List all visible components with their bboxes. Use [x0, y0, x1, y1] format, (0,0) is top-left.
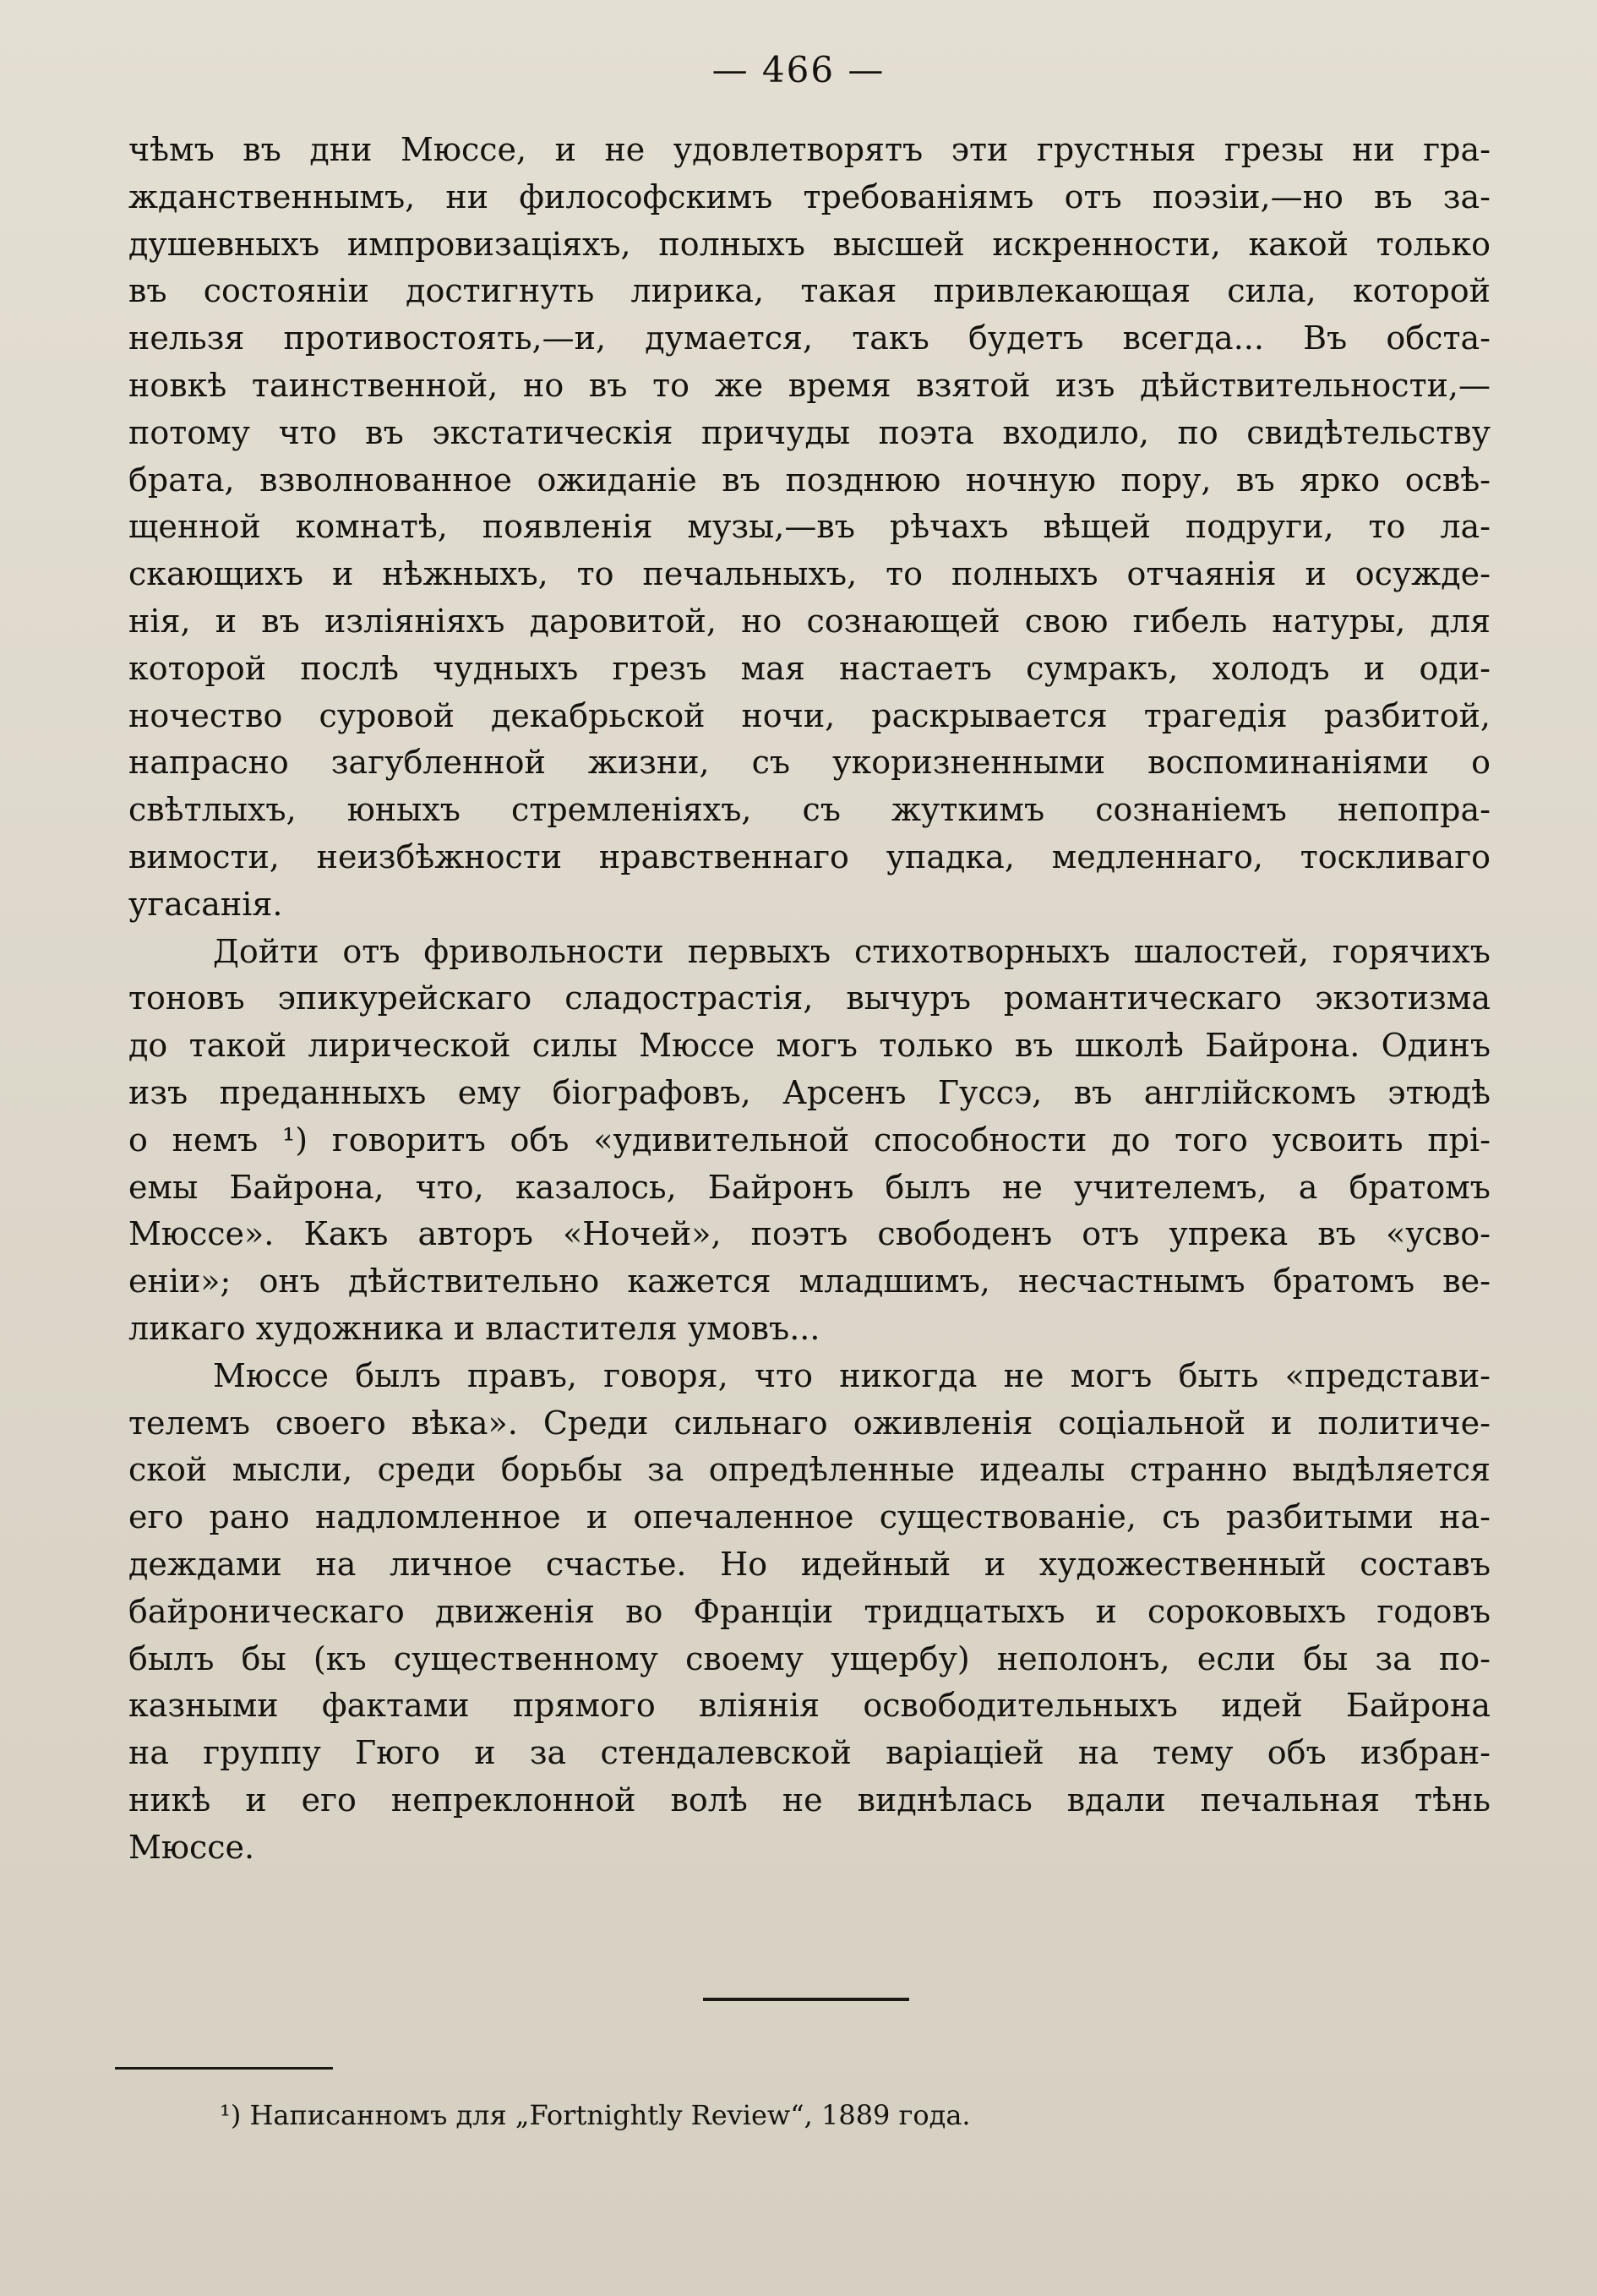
text-line: вимости, неизбѣжности нравственнаго упадка, медленнаго, тоскливаго [128, 837, 1491, 875]
text-line: ской мысли, среди борьбы за опредѣленные идеалы странно выдѣляется [128, 1451, 1491, 1489]
footnote: ¹) Написанномъ для „Fortnightly Review“, 1889 года. [220, 2099, 971, 2131]
text-line: байроническаго движенія во Франціи тридцатыхъ и сороковыхъ годовъ [128, 1592, 1491, 1630]
text-line: никѣ и его непреклонной волѣ не виднѣлась вдали печальная тѣнь [128, 1781, 1491, 1819]
text-line: Мюссе. [128, 1828, 255, 1866]
text-line: скающихъ и нѣжныхъ, то печальныхъ, то полныхъ отчаянія и осужде- [128, 555, 1491, 593]
text-line: въ состояніи достигнуть лирика, такая привлекающая сила, которой [128, 272, 1491, 310]
text-line: нія, и въ изліяніяхъ даровитой, но сознающей свою гибель натуры, для [128, 602, 1491, 640]
text-line: на группу Гюго и за стендалевской варіаціей на тему объ избран- [128, 1734, 1491, 1772]
section-end-rule [703, 1998, 909, 2001]
text-line: его рано надломленное и опечаленное существованіе, съ разбитыми на- [128, 1498, 1491, 1536]
text-line: напрасно загубленной жизни, съ укоризненными воспоминаніями о [128, 744, 1491, 782]
text-line: чѣмъ въ дни Мюссе, и не удовлетворятъ эти грустныя грезы ни гра- [128, 131, 1491, 168]
text-line: ликаго художника и властителя умовъ... [128, 1309, 820, 1347]
text-line: ночество суровой декабрьской ночи, раскрывается трагедія разбитой, [128, 696, 1491, 734]
text-line: щенной комнатѣ, появленія музы,—въ рѣчахъ вѣщей подруги, то ла- [128, 508, 1491, 546]
text-line: угасанія. [128, 885, 283, 923]
text-line: до такой лирической силы Мюссе могъ только въ школѣ Байрона. Одинъ [128, 1027, 1491, 1065]
text-line: Дойти отъ фривольности первыхъ стихотворныхъ шалостей, горячихъ [213, 932, 1491, 970]
text-line: потому что въ экстатическія причуды поэта входило, по свидѣтельству [128, 413, 1491, 451]
text-line: жданственнымъ, ни философскимъ требованіямъ отъ поэзіи,—но въ за- [128, 177, 1491, 215]
page-number: — 466 — [711, 49, 886, 90]
text-line: свѣтлыхъ, юныхъ стремленіяхъ, съ жуткимъ сознаніемъ непопра- [128, 791, 1491, 829]
text-line: емы Байрона, что, казалось, Байронъ былъ не учителемъ, а братомъ [128, 1168, 1491, 1206]
body-text [128, 127, 1491, 1871]
text-line: телемъ своего вѣка». Среди сильнаго оживленія соціальной и политиче- [128, 1404, 1491, 1442]
text-line: новкѣ таинственной, но въ то же время взятой изъ дѣйствительности,— [128, 366, 1491, 404]
text-line: нельзя противостоять,—и, думается, такъ будетъ всегда... Въ обста- [128, 319, 1491, 357]
text-line: тоновъ эпикурейскаго сладострастія, вычуръ романтическаго экзотизма [128, 979, 1491, 1017]
text-line: былъ бы (къ существенному своему ущербу) неполонъ, если бы за по- [128, 1639, 1491, 1677]
text-line: брата, взволнованное ожиданіе въ позднюю ночную пору, въ ярко освѣ- [128, 461, 1491, 499]
text-line: изъ преданныхъ ему біографовъ, Арсенъ Гуссэ, въ англійскомъ этюдѣ [128, 1073, 1491, 1111]
text-line: Мюссе былъ правъ, говоря, что никогда не могъ быть «представи- [213, 1356, 1491, 1394]
text-line: Мюссе». Какъ авторъ «Ночей», поэтъ свободенъ отъ упрека въ «усво- [128, 1215, 1491, 1253]
text-line: которой послѣ чудныхъ грезъ мая настаетъ сумракъ, холодъ и оди- [128, 649, 1491, 687]
footnote-separator [115, 2067, 333, 2070]
text-line: деждами на личное счастье. Но идейный и художественный составъ [128, 1545, 1491, 1583]
text-line: душевныхъ импровизаціяхъ, полныхъ высшей искренности, какой только [128, 225, 1491, 263]
text-line: казными фактами прямого вліянія освободительныхъ идей Байрона [128, 1687, 1491, 1725]
text-line: о немъ ¹) говоритъ объ «удивительной способности до того усвоить прі- [128, 1121, 1491, 1159]
text-line: еніи»; онъ дѣйствительно кажется младшимъ, несчастнымъ братомъ ве- [128, 1263, 1491, 1301]
